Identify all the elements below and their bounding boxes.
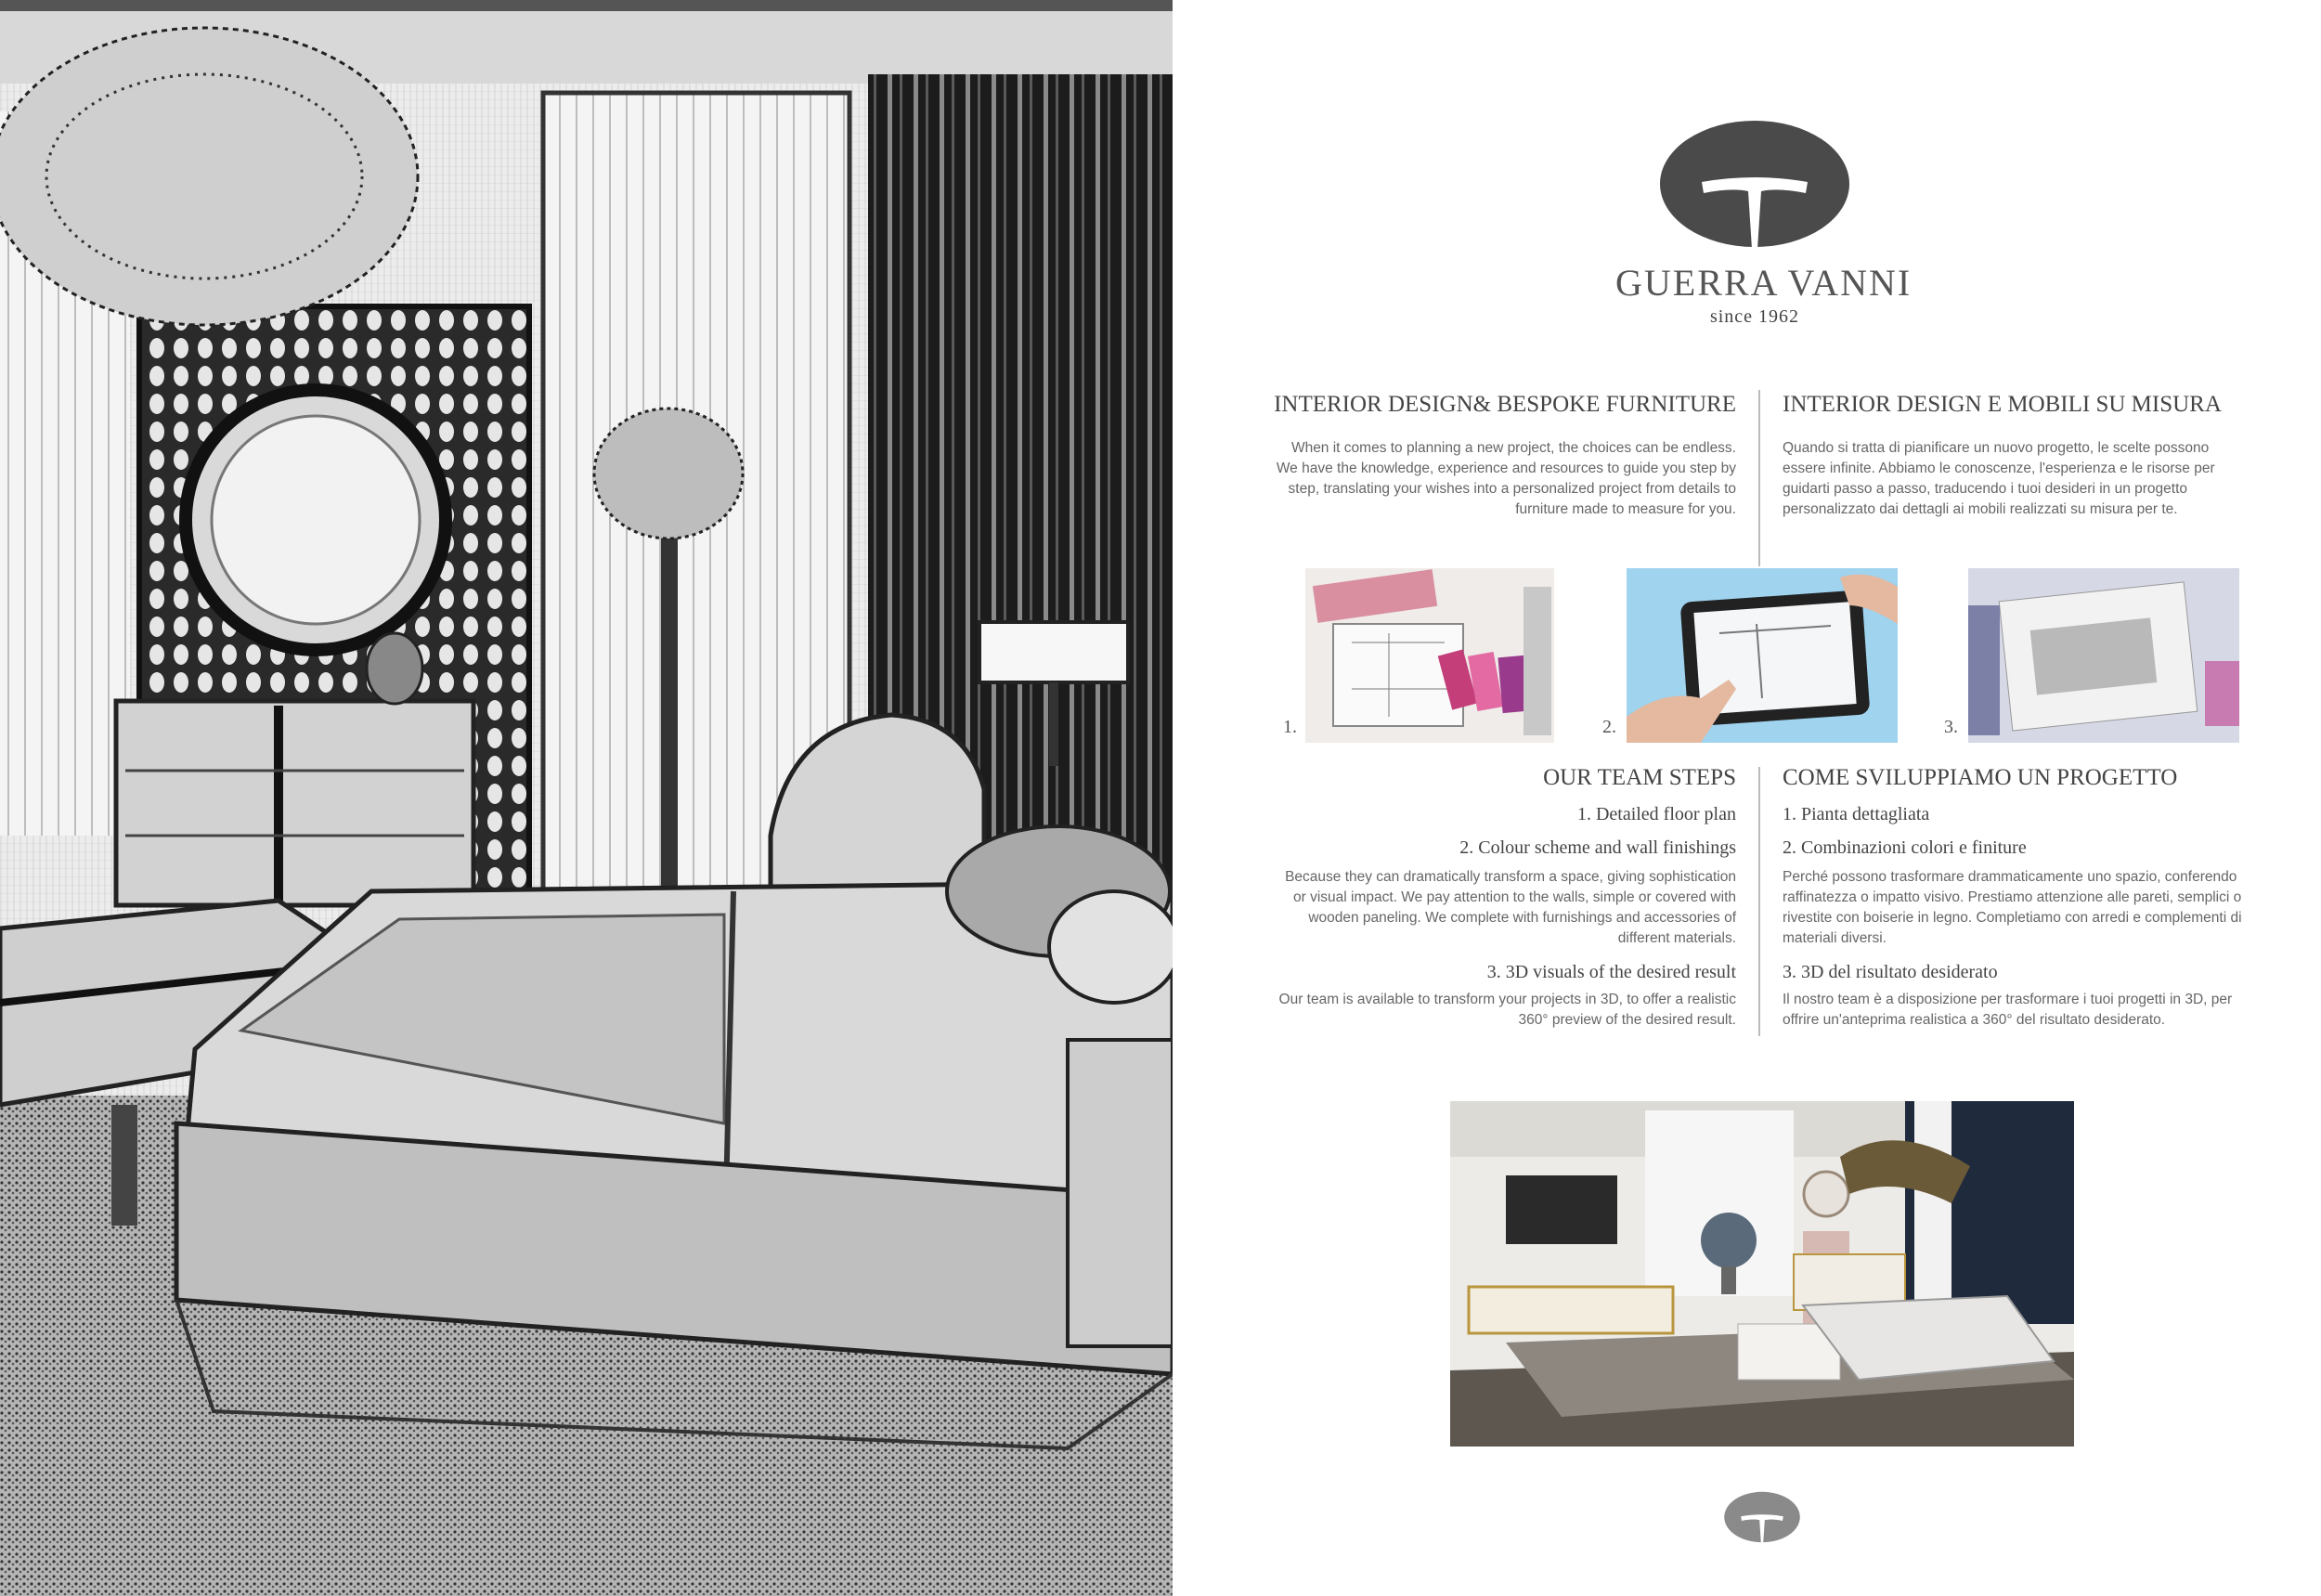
brand-name: GUERRA VANNI: [1615, 262, 1913, 304]
step-2-it: 2. Combinazioni colori e finiture: [1783, 837, 2027, 858]
step-3-it: 3. 3D del risultato desiderato: [1783, 962, 1998, 982]
step-1-en: 1. Detailed floor plan: [1576, 804, 1736, 824]
thumb-number-3: 3.: [1944, 717, 1958, 737]
thumb-floorplan-swatches: [1305, 568, 1554, 743]
step-2-en: 2. Colour scheme and wall finishings: [1459, 837, 1736, 858]
steps-title-it: COME SVILUPPIAMO UN PROGETTO: [1783, 765, 2178, 790]
intro-title-en: INTERIOR DESIGN& BESPOKE FURNITURE: [1274, 392, 1736, 417]
footer-logo: [1723, 1491, 1801, 1548]
thumb-3d-visual: [1968, 568, 2239, 743]
brand-since: since 1962: [1709, 306, 1800, 327]
step-2-text-en: Because they can dramatically transform a space, giving sophistication or visual impact. We pay attention to the walls, simple or covered with wooden paneling. We complete with furnishings and accessories of different materials.: [1285, 869, 1736, 946]
step-2-text-it: Perché possono trasformare drammaticamente uno spazio, conferendo raffinatezza o impatto visivo. Prestiamo attenzione alle pareti, semplici o rivestite con boiserie in legno. Completiamo con arredi e complementi di materiali diversi.: [1783, 869, 2242, 946]
room-render-drawing: [1450, 1101, 2074, 1447]
steps-title-en: OUR TEAM STEPS: [1543, 765, 1736, 790]
brand-logo-block: [1615, 119, 1913, 328]
step-3-en: 3. 3D visuals of the desired result: [1486, 962, 1736, 982]
brand-logo-mark-icon: [1657, 119, 1852, 249]
floorplan-swatches-image: [1305, 568, 1554, 743]
step-3-text-it: Il nostro team è a disposizione per trasformare i tuoi progetti in 3D, per offrire un'anteprima realistica a 360° del risultato desiderato.: [1783, 992, 2233, 1028]
thumb-tablet-plan: [1627, 568, 1898, 743]
intro-text-en: When it comes to planning a new project, the choices can be endless. We have the knowledge, experience and resources to guide you step by step, translating your wishes into a personalized project from details to furniture made to measure for you.: [1276, 440, 1736, 517]
step-3-text-en: Our team is available to transform your projects in 3D, to offer a realistic 360° preview of the desired result.: [1278, 992, 1736, 1028]
room-render-image: [1450, 1101, 2074, 1447]
footer-logo-mark-icon: [1723, 1491, 1801, 1543]
step-1-it: 1. Pianta dettagliata: [1783, 804, 1930, 824]
column-divider-bottom: [1758, 767, 1760, 1036]
thumb-number-1: 1.: [1283, 717, 1297, 737]
intro-title-it: INTERIOR DESIGN E MOBILI SU MISURA: [1783, 392, 2222, 417]
column-divider-top: [1758, 390, 1760, 566]
thumb-number-2: 2.: [1602, 717, 1616, 737]
3d-visual-image: [1968, 568, 2239, 743]
intro-text-it: Quando si tratta di pianificare un nuovo progetto, le scelte possono essere infinite. Abbiamo le conoscenze, l'esperienza e le risorse per guidarti passo a passo, traducendo i tuoi desideri in un progetto personalizzato dai dettagli ai mobili realizzati su misura per te.: [1783, 440, 2215, 517]
tablet-plan-image: [1627, 568, 1898, 743]
